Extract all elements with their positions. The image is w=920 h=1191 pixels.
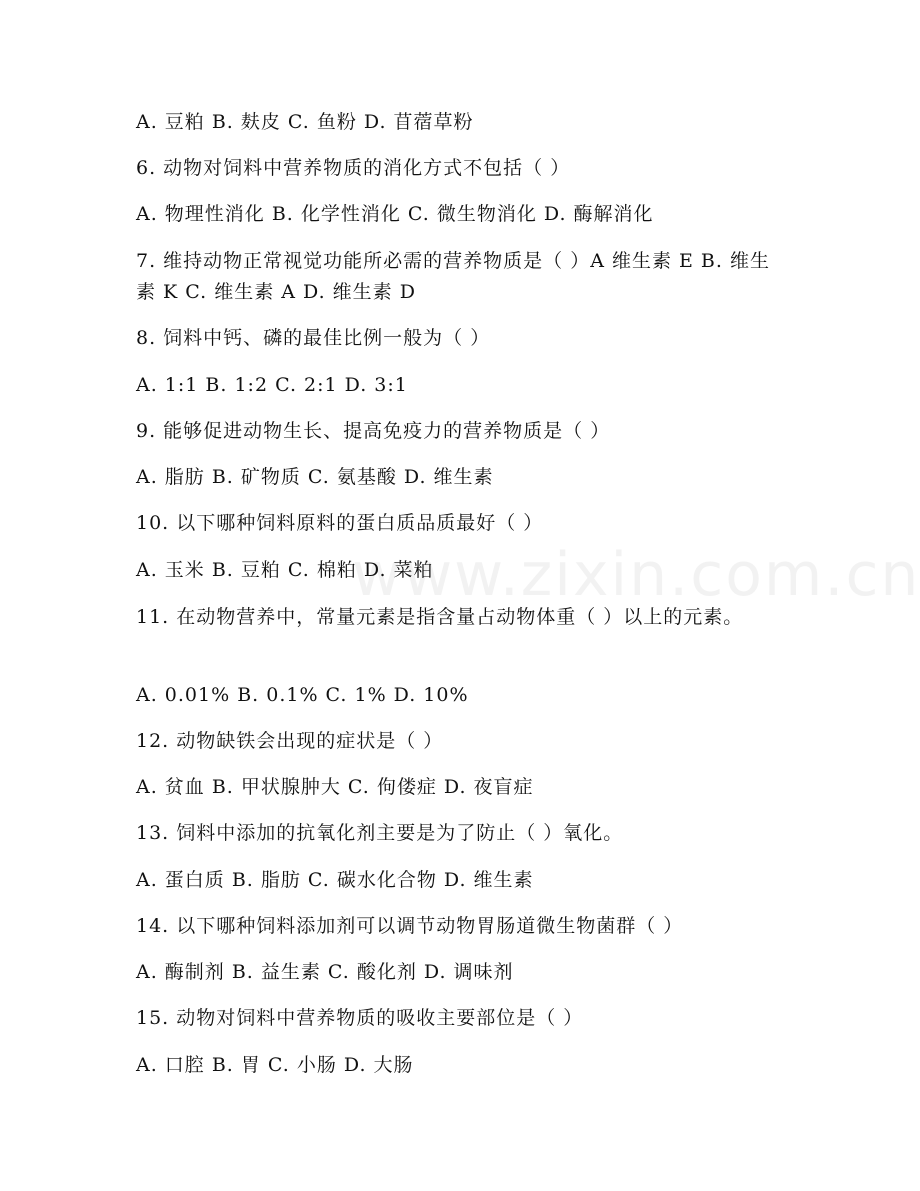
question-10: 10. 以下哪种饲料原料的蛋白质品质最好（ ）: [136, 512, 544, 534]
answer-options-q12: A. 贫血 B. 甲状腺肿大 C. 佝偻症 D. 夜盲症: [136, 776, 534, 798]
watermark: www.zixin.com.cn: [352, 540, 920, 610]
answer-options-q14: A. 酶制剂 B. 益生素 C. 酸化剂 D. 调味剂: [136, 961, 514, 983]
answer-options-q15: A. 口腔 B. 胃 C. 小肠 D. 大肠: [136, 1054, 414, 1076]
question-7: 7. 维持动物正常视觉功能所必需的营养物质是（ ）A 维生素 E B. 维生素 K C. 维生素 A D. 维生素 D: [136, 250, 770, 303]
answer-options-q9: A. 脂肪 B. 矿物质 C. 氨基酸 D. 维生素: [136, 466, 494, 488]
answer-options-q6: A. 物理性消化 B. 化学性消化 C. 微生物消化 D. 酶解消化: [136, 203, 654, 225]
answer-options-q5: A. 豆粕 B. 麸皮 C. 鱼粉 D. 苜蓿草粉: [136, 111, 474, 133]
question-9: 9. 能够促进动物生长、提高免疫力的营养物质是（ ）: [136, 420, 611, 442]
answer-options-q8: A. 1:1 B. 1:2 C. 2:1 D. 3:1: [136, 374, 408, 396]
question-6: 6. 动物对饲料中营养物质的消化方式不包括（ ）: [136, 157, 571, 179]
question-13: 13. 饲料中添加的抗氧化剂主要是为了防止（ ）氧化。: [136, 822, 624, 844]
question-12: 12. 动物缺铁会出现的症状是（ ）: [136, 730, 444, 752]
question-14: 14. 以下哪种饲料添加剂可以调节动物胃肠道微生物菌群（ ）: [136, 915, 684, 937]
question-15: 15. 动物对饲料中营养物质的吸收主要部位是（ ）: [136, 1007, 584, 1029]
question-11: 11. 在动物营养中，常量元素是指含量占动物体重（ ）以上的元素。: [136, 606, 744, 628]
answer-options-q11: A. 0.01% B. 0.1% C. 1% D. 10%: [136, 684, 469, 706]
question-8: 8. 饲料中钙、磷的最佳比例一般为（ ）: [136, 327, 491, 349]
answer-options-q13: A. 蛋白质 B. 脂肪 C. 碳水化合物 D. 维生素: [136, 869, 534, 891]
answer-options-q10: A. 玉米 B. 豆粕 C. 棉粕 D. 菜粕: [136, 559, 434, 581]
